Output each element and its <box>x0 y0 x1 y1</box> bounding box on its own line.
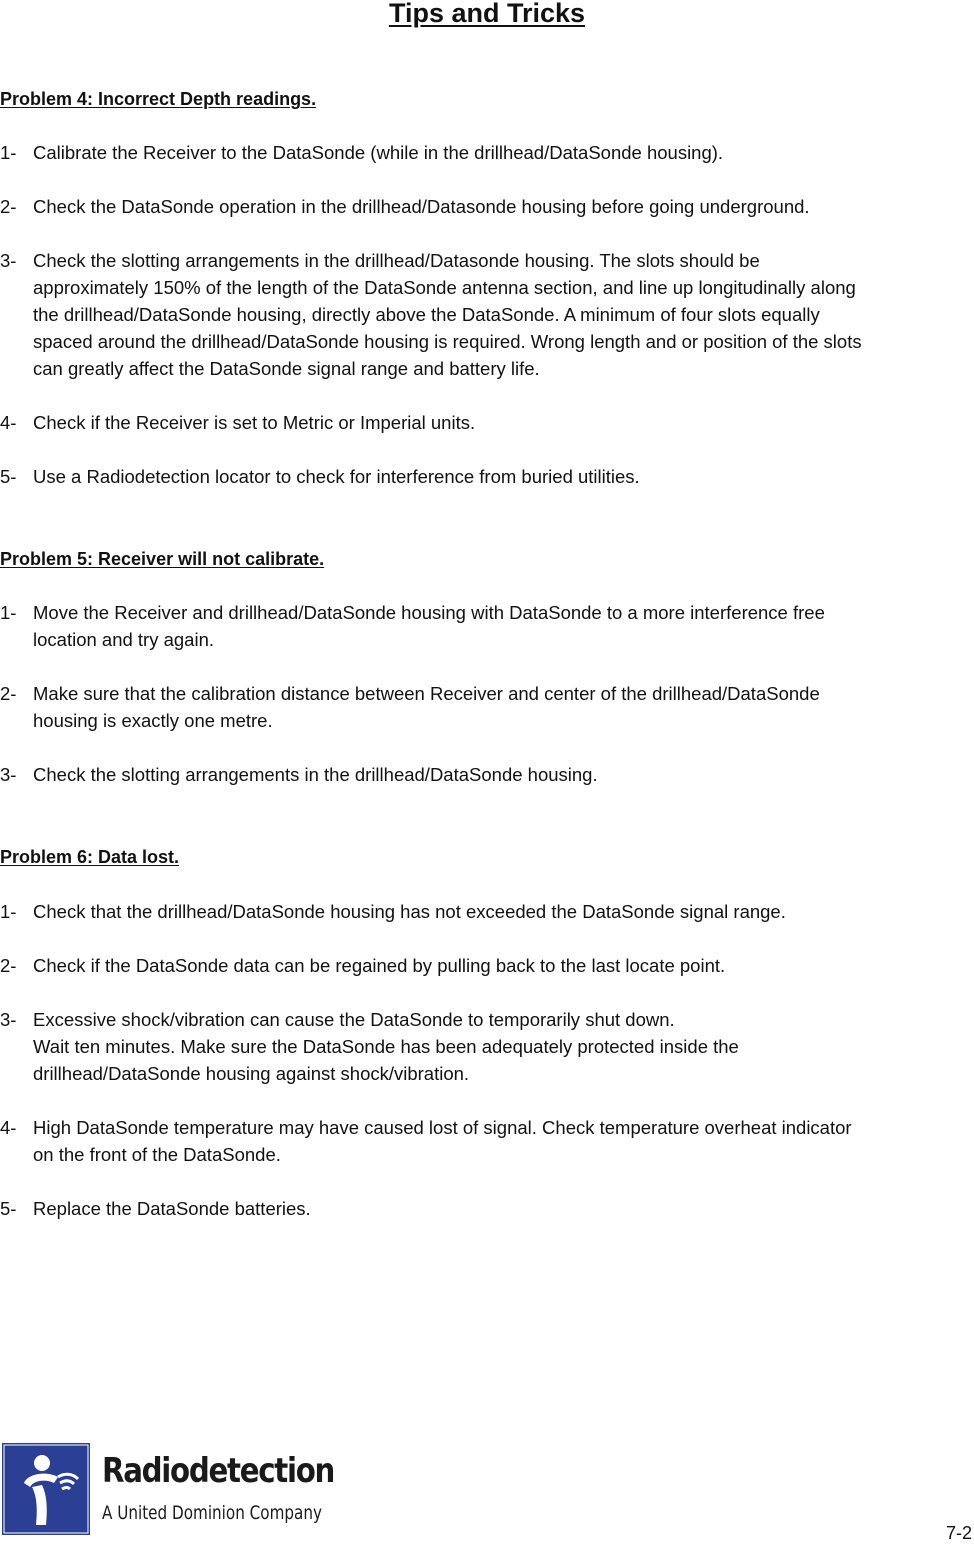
logo-tagline: A United Dominion Company <box>102 1502 322 1524</box>
problem-4-step-4 <box>0 409 970 436</box>
radiodetection-logo <box>2 1443 352 1539</box>
logo-name: Radiodetection <box>102 1451 335 1491</box>
step-number: 3- <box>0 1009 17 1030</box>
step-text: Replace the DataSonde batteries. <box>33 1198 311 1219</box>
step-number: 3- <box>0 764 17 785</box>
problem-4-step-5 <box>0 463 970 490</box>
step-text: Move the Receiver and drillhead/DataSonde housing with DataSonde to a more interference free location and try again. <box>33 602 825 650</box>
problem-6-step-1 <box>0 898 970 925</box>
step-number: 4- <box>0 412 17 433</box>
step-text: Use a Radiodetection locator to check for interference from buried utilities. <box>33 466 640 487</box>
page-number: 7-2 <box>945 1523 972 1543</box>
person-figure-icon <box>2 1443 90 1535</box>
problem-6-step-2 <box>0 952 970 979</box>
step-number: 1- <box>0 142 17 163</box>
problem-5-step-3 <box>0 761 970 788</box>
step-number: 1- <box>0 901 17 922</box>
logo-mark <box>2 1443 90 1535</box>
step-text: Excessive shock/vibration can cause the DataSonde to temporarily shut down. Wait ten minutes. Make sure the DataSonde has been adequately protected inside the drillhead/DataSonde housing against shock/vibration. <box>33 1009 739 1084</box>
step-number: 3- <box>0 250 17 271</box>
problem-6-heading: Problem 6: Data lost. <box>0 847 180 867</box>
step-text: Check if the Receiver is set to Metric or Imperial units. <box>33 412 476 433</box>
step-number: 2- <box>0 683 17 704</box>
step-number: 5- <box>0 466 17 487</box>
problem-4-heading: Problem 4: Incorrect Depth readings. <box>0 89 317 109</box>
problem-6-step-3 <box>0 1006 970 1087</box>
step-text: Check the DataSonde operation in the drillhead/Datasonde housing before going underground. <box>33 196 810 217</box>
problem-5-step-2 <box>0 680 970 734</box>
page-title: Tips and Tricks <box>388 0 586 28</box>
step-text: Check that the drillhead/DataSonde housing has not exceeded the DataSonde signal range. <box>33 901 786 922</box>
problem-5-step-1 <box>0 599 970 653</box>
step-number: 2- <box>0 955 17 976</box>
problem-6-step-5 <box>0 1195 970 1222</box>
problem-4-step-2 <box>0 193 970 220</box>
step-number: 2- <box>0 196 17 217</box>
step-number: 5- <box>0 1198 17 1219</box>
step-text: Make sure that the calibration distance between Receiver and center of the drillhead/DataSonde housing is exactly one metre. <box>33 683 820 731</box>
problem-4-step-3 <box>0 247 970 382</box>
problem-4-step-1 <box>0 139 970 166</box>
step-number: 1- <box>0 602 17 623</box>
step-number: 4- <box>0 1117 17 1138</box>
problem-6-step-4 <box>0 1114 970 1168</box>
step-text: High DataSonde temperature may have caused lost of signal. Check temperature overheat indicator on the front of the DataSonde. <box>33 1117 852 1165</box>
problem-5-heading: Problem 5: Receiver will not calibrate. <box>0 549 325 569</box>
step-text: Check the slotting arrangements in the drillhead/DataSonde housing. <box>33 764 598 785</box>
step-text: Check the slotting arrangements in the drillhead/Datasonde housing. The slots should be approximately 150% of the length of the DataSonde antenna section, and line up longitudinally along the drillhead/DataSonde housing, directly above the DataSonde. A minimum of four slots equally spaced around the drillhead/DataSonde housing is required. Wrong length and or position of the slots can greatly affect the DataSonde signal range and battery life. <box>33 250 862 379</box>
step-text: Check if the DataSonde data can be regained by pulling back to the last locate point. <box>33 955 726 976</box>
step-text: Calibrate the Receiver to the DataSonde (while in the drillhead/DataSonde housing). <box>33 142 724 163</box>
